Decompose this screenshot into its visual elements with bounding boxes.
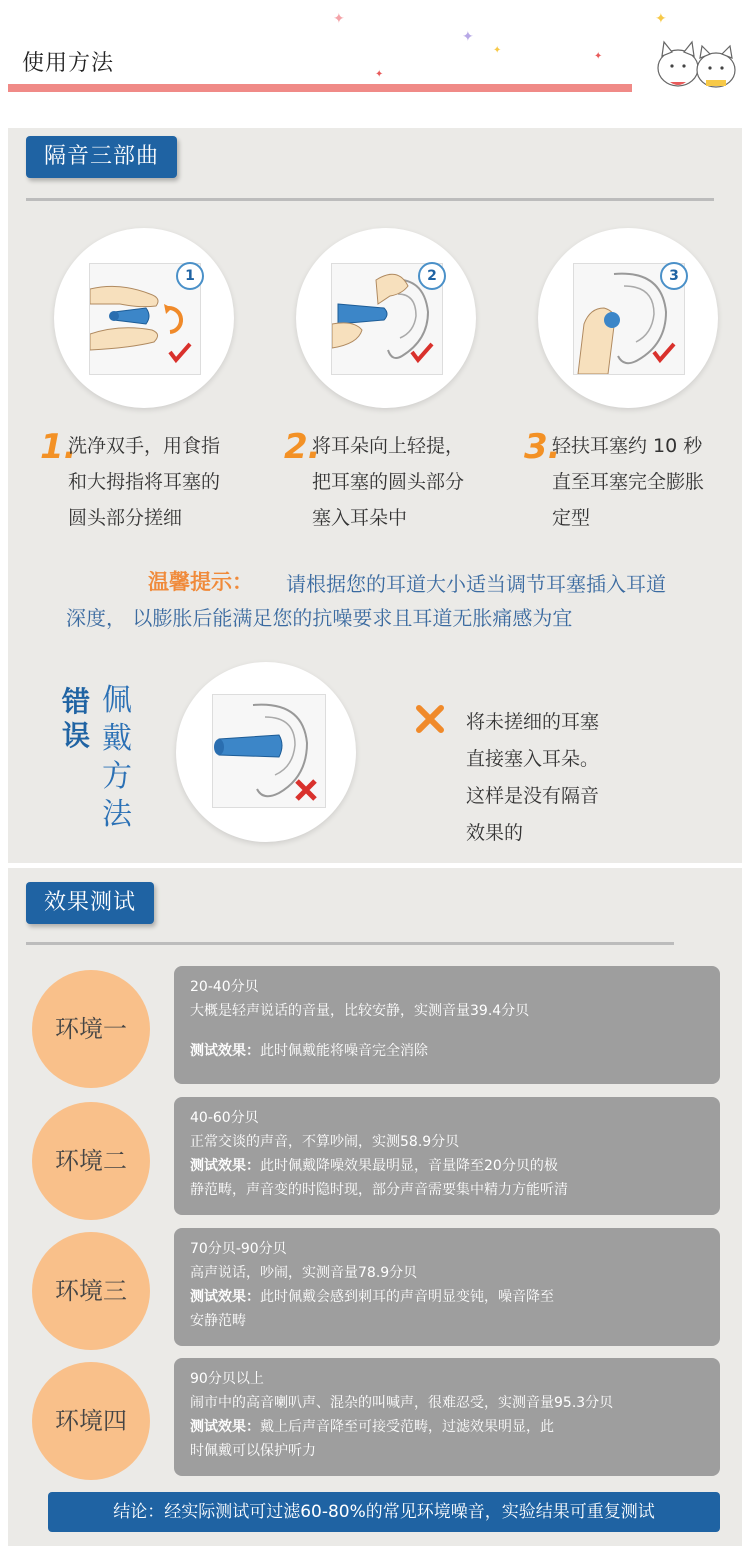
page-title: 使用方法 [22, 51, 115, 76]
ear-with-unrolled-earplug-icon [213, 695, 325, 807]
result-text: 戴上后声音降至可接受范畴，过滤效果明显，此 [260, 1419, 554, 1435]
env-description: 高声说话，吵闹，实测音量78.9分贝 [190, 1265, 418, 1281]
text-line: 轻扶耳塞约 10 秒 [552, 435, 703, 457]
result-text: 此时佩戴能将噪音完全消除 [260, 1043, 428, 1059]
step-1-text [68, 428, 220, 536]
text-line: 直接塞入耳朵。 [466, 748, 600, 770]
cross-icon [415, 704, 445, 734]
text-line: 和大拇指将耳塞的 [68, 471, 221, 493]
step-2-illustration [296, 228, 476, 408]
text-line: 效果的 [466, 822, 524, 844]
step-badge: 1 [176, 262, 204, 290]
star-icon: ✦ [655, 11, 667, 27]
tip-label: 温馨提示： [148, 570, 253, 594]
env-range: 90分贝以上 [190, 1371, 264, 1387]
conclusion-banner: 结论：经实际测试可过滤60-80%的常见环境噪音，实验结果可重复测试 [48, 1492, 720, 1532]
env-description: 正常交谈的声音，不算吵闹，实测58.9分贝 [190, 1134, 460, 1150]
env-box [174, 966, 720, 1084]
star-icon: ✦ [594, 51, 603, 62]
text-line: 洗净双手，用食指 [68, 435, 221, 457]
section-title-steps: 隔音三部曲 [26, 136, 177, 178]
result-label: 测试效果： [190, 1043, 260, 1059]
step-1-illustration [54, 228, 234, 408]
wrong-method-label: 佩戴方法 [102, 683, 132, 832]
header [0, 0, 750, 120]
section-title-effect: 效果测试 [26, 882, 154, 924]
env-description: 闹市中的高音喇叭声、混杂的叫喊声，很难忍受，实测音量95.3分贝 [190, 1395, 614, 1411]
text-line: 把耳塞的圆头部分 [312, 471, 465, 493]
env-label: 环境三 [32, 1232, 150, 1350]
env-range: 40-60分贝 [190, 1110, 259, 1126]
env-label: 环境一 [32, 970, 150, 1088]
env-result [190, 1285, 706, 1309]
illustration-card [212, 694, 326, 808]
env-box [174, 1097, 720, 1215]
step-2-text [312, 428, 464, 536]
tip-text: 深度， 以膨胀后能满足您的抗噪要求且耳道无胀痛感为宜 [66, 606, 573, 630]
result-text: 此时佩戴会感到刺耳的声音明显变钝，噪音降至 [260, 1289, 554, 1305]
env-label: 环境二 [32, 1102, 150, 1220]
header-underline [8, 84, 632, 92]
result-label: 测试效果： [190, 1289, 260, 1305]
text-line: 圆头部分搓细 [68, 507, 183, 529]
divider [26, 942, 674, 945]
result-text-cont: 时佩戴可以保护听力 [190, 1443, 316, 1459]
star-icon: ✦ [375, 69, 384, 80]
text-line: 直至耳塞完全膨胀 [552, 471, 705, 493]
env-result [190, 1415, 706, 1439]
text-line: 将未搓细的耳塞 [466, 711, 600, 733]
divider [26, 198, 714, 201]
env-result [190, 1039, 706, 1063]
wrong-method-description [466, 704, 599, 852]
step-number: 3. [524, 427, 561, 467]
step-number: 1. [40, 427, 77, 467]
tip-text: 请根据您的耳道大小适当调节耳塞插入耳道 [286, 572, 666, 596]
result-text-cont: 安静范畴 [190, 1313, 246, 1329]
env-result [190, 1154, 706, 1178]
step-3-text [552, 428, 704, 536]
result-text: 此时佩戴降噪效果最明显，音量降至20分贝的极 [260, 1158, 558, 1174]
env-label: 环境四 [32, 1362, 150, 1480]
env-range: 20-40分贝 [190, 979, 259, 995]
env-box [174, 1228, 720, 1346]
wrong-label: 错误 [62, 685, 91, 752]
step-badge: 3 [660, 262, 688, 290]
result-text-cont: 静范畴，声音变的时隐时现，部分声音需要集中精力方能听清 [190, 1182, 568, 1198]
text-line: 塞入耳朵中 [312, 507, 408, 529]
env-range: 70分贝-90分贝 [190, 1241, 287, 1257]
env-description: 大概是轻声说话的音量，比较安静，实测音量39.4分贝 [190, 1003, 530, 1019]
result-label: 测试效果： [190, 1158, 260, 1174]
text-line: 定型 [552, 507, 591, 529]
text-line: 这样是没有隔音 [466, 785, 600, 807]
step-badge: 2 [418, 262, 446, 290]
result-label: 测试效果： [190, 1419, 260, 1435]
star-icon: ✦ [493, 45, 502, 56]
cartoon-cats-icon [650, 36, 746, 92]
wrong-method-illustration [176, 662, 356, 842]
env-box [174, 1358, 720, 1476]
text-line: 将耳朵向上轻提， [312, 435, 465, 457]
step-number: 2. [284, 427, 321, 467]
star-icon: ✦ [333, 11, 345, 27]
step-3-illustration [538, 228, 718, 408]
star-icon: ✦ [462, 29, 474, 45]
spacer [190, 1023, 706, 1039]
